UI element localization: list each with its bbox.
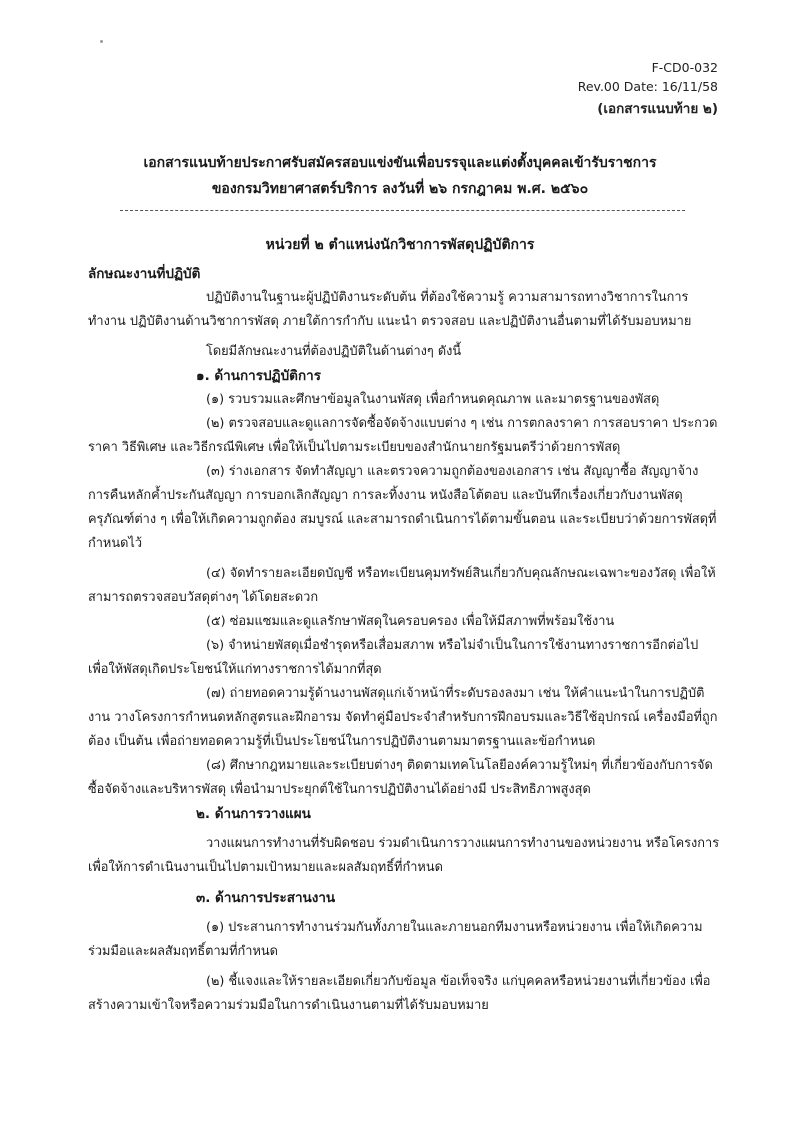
operations-item: (๑) รวบรวมและศึกษาข้อมูลในงานพัสดุ เพื่อกำหนดคุณภาพ และมาตรฐานของพัสดุ bbox=[206, 392, 660, 407]
operations-item: (๒) ตรวจสอบและดูแลการจัดซื้อจัดจ้างแบบต่าง ๆ เช่น การตกลงราคา การสอบราคา ประกวดราคา วิธีพิเศษ และวิธีกรณีพิเศษ เพื่อให้เป็นไปตามระเบียบของสำนักนายกรัฐมนตรีว่าด้วยการพัสดุ bbox=[88, 416, 718, 455]
unit-title: หน่วยที่ ๒ ตำแหน่งนักวิชาการพัสดุปฏิบัติการ bbox=[265, 237, 535, 253]
revision-date: Rev.00 Date: 16/11/58 bbox=[577, 79, 718, 94]
operations-item: (๖) จำหน่ายพัสดุเมื่อชำรุดหรือเสื่อมสภาพ หรือไม่จำเป็นในการใช้งานทางราชการอีกต่อไป เพื่อให้พัสดุเกิดประโยชน์ให้แก่ทางราชการได้มากที่สุด bbox=[88, 638, 699, 677]
section-planning-heading: ๒. ด้านการวางแผน bbox=[196, 806, 311, 822]
operations-item: (๘) ศึกษากฎหมายและระเบียบต่างๆ ติดตามเทคโนโลยีองค์ความรู้ใหม่ๆ ที่เกี่ยวข้องกับการจัดซื้อจัดจ้างและบริหารพัสดุ เพื่อนำมาประยุกต์ใช้ในการปฏิบัติงานได้อย่างมี ประสิทธิภาพสูงสุด bbox=[88, 758, 713, 797]
section-coordination-heading: ๓. ด้านการประสานงาน bbox=[196, 890, 336, 906]
scan-speck bbox=[100, 40, 103, 43]
operations-item: (๔) จัดทำรายละเอียดบัญชี หรือทะเบียนคุมทรัพย์สินเกี่ยวกับคุณลักษณะเฉพาะของวัสดุ เพื่อให้สามารถตรวจสอบวัสดุต่างๆ ได้โดยสะดวก bbox=[88, 566, 716, 605]
document-meta bbox=[578, 58, 718, 119]
form-code: F-CD0-032 bbox=[651, 60, 718, 75]
header-line-2: ของกรมวิทยาศาสตร์บริการ ลงวันที่ ๒๖ กรกฎาคม พ.ศ. ๒๕๖๐ bbox=[211, 181, 589, 197]
operations-item: (๗) ถ่ายทอดความรู้ด้านงานพัสดุแก่เจ้าหน้าที่ระดับรองลงมา เช่น ให้คำแนะนำในการปฏิบัติงาน วางโครงการกำหนดหลักสูตรและฝึกอารม จัดทำคู่มือประจำสำหรับการฝึกอบรมและวิธีใช้อุปกรณ์ เครื่องมือที่ถูกต้อง เป็นต้น เพื่อถ่ายทอดความรู้ที่เป็นประโยชน์ในการปฏิบัติงานตามมาตรฐานและข้อกำหนด bbox=[88, 686, 718, 749]
document-body bbox=[88, 262, 720, 1018]
job-nature-heading: ลักษณะงานที่ปฏิบัติ bbox=[88, 266, 201, 282]
section-operations-heading: ๑. ด้านการปฏิบัติการ bbox=[196, 368, 321, 384]
attachment-label: (เอกสารแนบท้าย ๒) bbox=[597, 101, 718, 117]
operations-item: (๕) ซ่อมแซมและดูแลรักษาพัสดุในครอบครอง เพื่อให้มีสภาพที่พร้อมใช้งาน bbox=[206, 614, 615, 629]
job-nature-lead: โดยมีลักษณะงานที่ต้องปฏิบัติในด้านต่างๆ ดังนี้ bbox=[206, 344, 462, 359]
header-divider bbox=[120, 210, 685, 211]
coordination-item: (๒) ชี้แจงและให้รายละเอียดเกี่ยวกับข้อมูล ข้อเท็จจริง แก่บุคคลหรือหน่วยงานที่เกี่ยวข้อง เพื่อสร้างความเข้าใจหรือความร่วมมือในการดำเนินงานตามที่ได้รับมอบหมาย bbox=[88, 974, 711, 1013]
planning-text: วางแผนการทำงานที่รับผิดชอบ ร่วมดำเนินการวางแผนการทำงานของหน่วยงาน หรือโครงการ เพื่อให้การดำเนินงานเป็นไปตามเป้าหมายและผลสัมฤทธิ์ที่กำหนด bbox=[88, 836, 720, 875]
job-nature-intro: ปฏิบัติงานในฐานะผู้ปฏิบัติงานระดับต้น ที่ต้องใช้ความรู้ ความสามารถทางวิชาการในการทำงาน ปฏิบัติงานด้านวิชาการพัสดุ ภายใต้การกำกับ แนะนำ ตรวจสอบ และปฏิบัติงานอื่นตามที่ได้รับมอบหมาย bbox=[88, 290, 692, 329]
operations-item: (๓) ร่างเอกสาร จัดทำสัญญา และตรวจความถูกต้องของเอกสาร เช่น สัญญาซื้อ สัญญาจ้าง การคืนหลักค้ำประกันสัญญา การบอกเลิกสัญญา การละทิ้งงาน หนังสือโต้ตอบ และบันทึกเรื่องเกี่ยวกับงานพัสดุครุภัณฑ์ต่าง ๆ เพื่อให้เกิดความถูกต้อง สมบูรณ์ และสามารถดำเนินการได้ตามขั้นตอน และระเบียบว่าด้วยการพัสดุที่กำหนดไว้ bbox=[88, 464, 717, 551]
document-header bbox=[90, 150, 710, 202]
header-line-1: เอกสารแนบท้ายประกาศรับสมัครสอบแข่งขันเพื่อบรรจุและแต่งตั้งบุคคลเข้ารับราชการ bbox=[143, 155, 657, 171]
coordination-item: (๑) ประสานการทำงานร่วมกันทั้งภายในและภายนอกทีมงานหรือหน่วยงาน เพื่อให้เกิดความร่วมมือและผลสัมฤทธิ์ตามที่กำหนด bbox=[88, 920, 703, 959]
